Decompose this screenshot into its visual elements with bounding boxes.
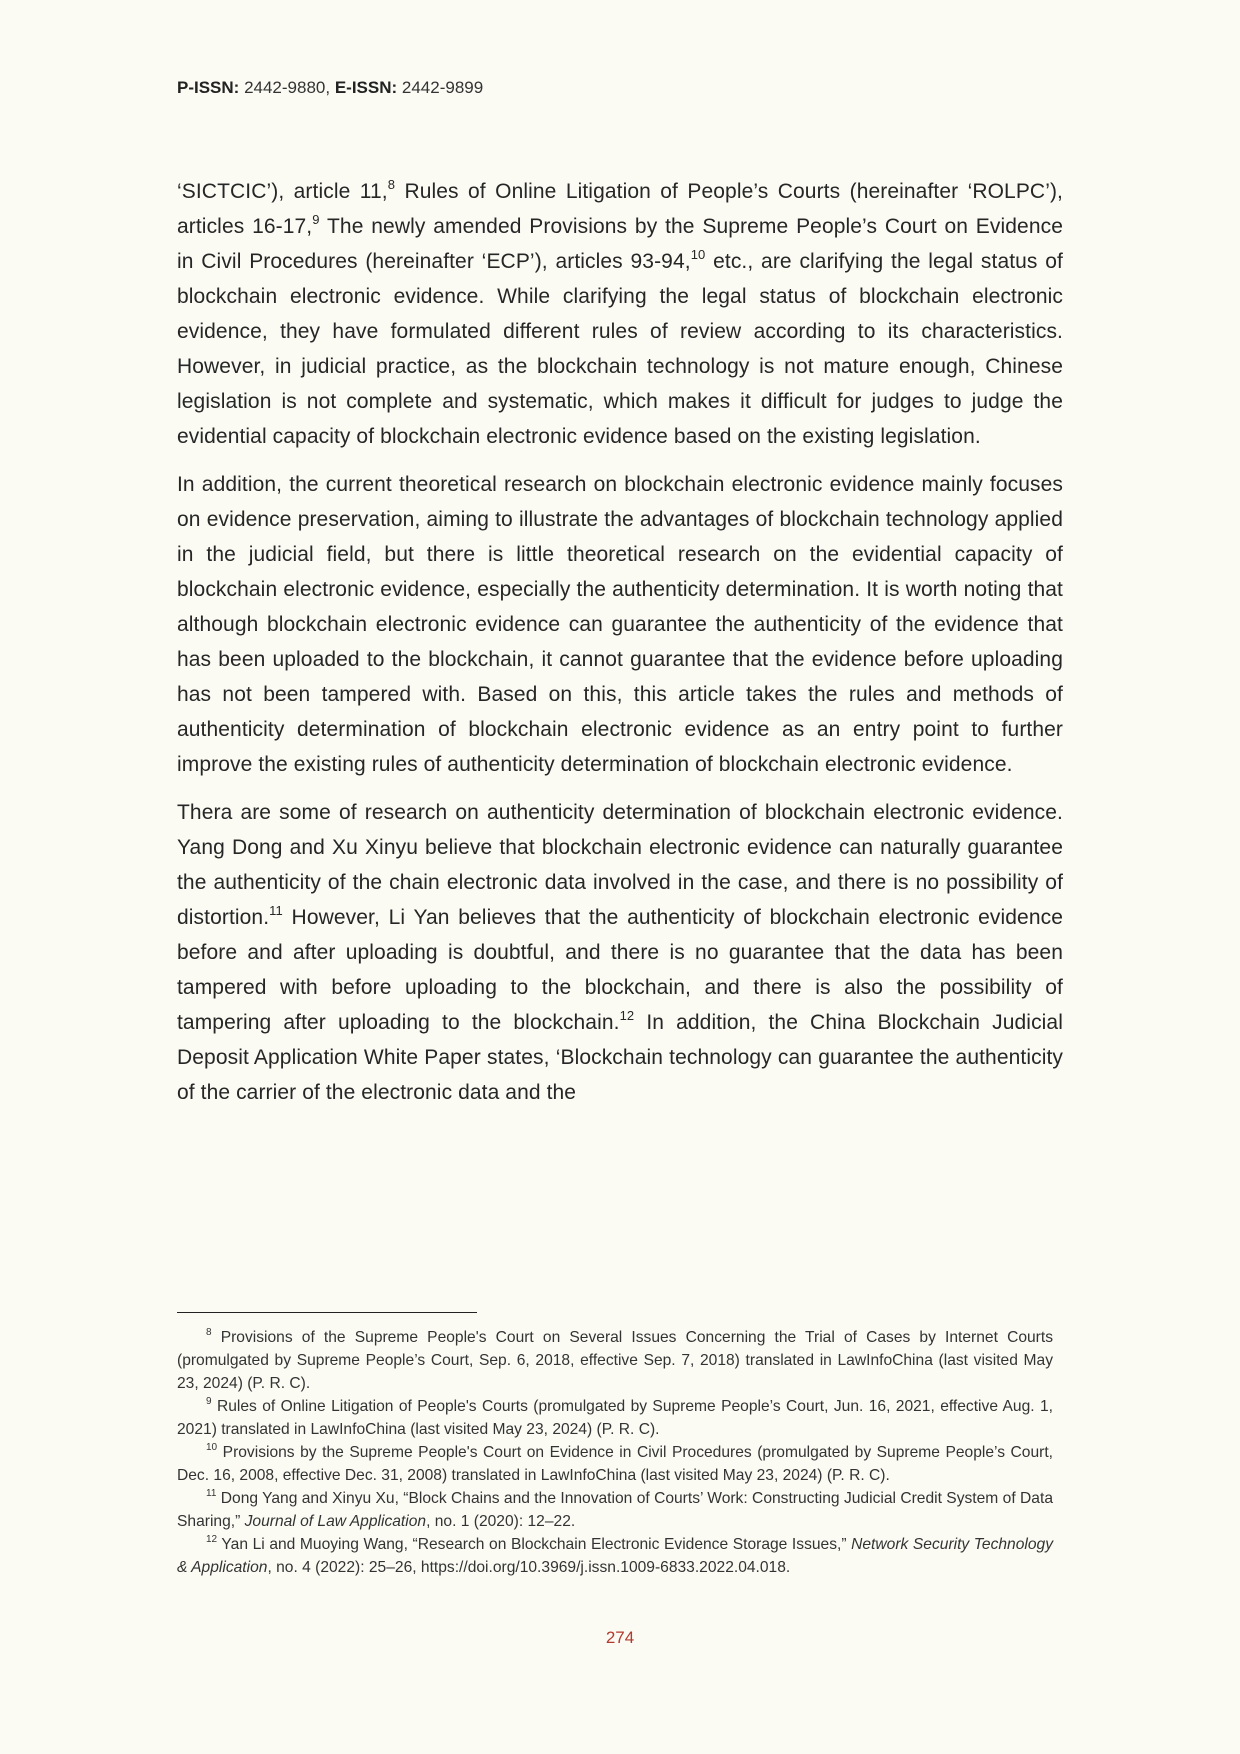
paragraph-1-part-c: The newly amended Provisions by the Supreme People’s Court on Evidence in Civil Procedures (hereinafter ‘ECP’), articles 93-94, [177,215,1063,273]
pissn-value: 2442-9880, [239,78,335,97]
footnote-ref-11[interactable]: 11 [269,903,283,918]
journal-issn-header [177,78,483,98]
footnote-12-journal: Network Security Technology & Application [177,1536,1053,1576]
paragraph-3 [177,795,1063,1110]
footnote-11-number: 11 [206,1487,217,1499]
pissn-label: P-ISSN: [177,78,240,97]
footnote-11 [177,1487,1053,1533]
footnote-10 [177,1441,1053,1487]
footnote-9-number: 9 [206,1395,212,1407]
footnote-11-text-b: , no. 1 (2020): 12–22. [426,1513,576,1530]
footnote-12-number: 12 [206,1533,218,1545]
eissn-value: 2442-9899 [397,78,484,97]
paragraph-1-part-a: ‘SICTCIC’), article 11, [177,180,388,203]
footnote-8 [177,1326,1053,1395]
footnote-12 [177,1533,1053,1579]
footnote-8-number: 8 [206,1326,212,1338]
footnote-ref-9[interactable]: 9 [312,212,320,227]
footnote-separator [177,1312,477,1313]
footnote-10-number: 10 [206,1441,218,1453]
footnote-11-text-a: Dong Yang and Xinyu Xu, “Block Chains and the Innovation of Courts’ Work: Constructing Judicial Credit System of Data Sharing,” [177,1490,1053,1530]
paragraph-2: In addition, the current theoretical research on blockchain electronic evidence mainly focuses on evidence preservation, aiming to illustrate the advantages of blockchain technology applied in the judicial field, but there is little theoretical research on the evidential capacity of blockchain electronic evidence, especially the authenticity determination. It is worth noting that although blockchain electronic evidence can guarantee the authenticity of the evidence that has been uploaded to the blockchain, it cannot guarantee that the evidence before uploading has not been tampered with. Based on this, this article takes the rules and methods of authenticity determination of blockchain electronic evidence as an entry point to further improve the existing rules of authenticity determination of blockchain electronic evidence. [177,473,1063,776]
paragraph-1-part-b: Rules of Online Litigation of People’s Courts (hereinafter ‘ROLPC’), articles 16-17, [177,180,1063,238]
paragraph-1 [177,174,1063,454]
main-body-text [177,174,1063,1123]
footnote-11-journal: Journal of Law Application [244,1513,427,1530]
paragraph-3-part-b: However, Li Yan believes that the authenticity of blockchain electronic evidence before and after uploading is doubtful, and there is no guarantee that the data has been tampered with before uploading to the blockchain, and there is also the possibility of tampering after uploading to the blockchain. [177,906,1063,1034]
footnote-10-text: Provisions by the Supreme People's Court on Evidence in Civil Procedures (promulgated by Supreme People’s Court, Dec. 16, 2008, effective Dec. 31, 2008) translated in LawInfoChina (last visited May 23, 2024) (P. R. C). [177,1444,1053,1484]
footnote-9 [177,1395,1053,1441]
eissn-label: E-ISSN: [334,78,398,97]
footnote-9-text: Rules of Online Litigation of People's Courts (promulgated by Supreme People’s Court, Jun. 16, 2021, effective Aug. 1, 2021) translated in LawInfoChina (last visited May 23, 2024) (P. R. C). [177,1398,1053,1438]
paragraph-1-part-d: etc., are clarifying the legal status of blockchain electronic evidence. While clarifying the legal status of blockchain electronic evidence, they have formulated different rules of review according to its characteristics. However, in judicial practice, as the blockchain technology is not mature enough, Chinese legislation is not complete and systematic, which makes it difficult for judges to judge the evidential capacity of blockchain electronic evidence based on the existing legislation. [177,250,1063,448]
footnote-12-text-b[interactable]: , no. 4 (2022): 25–26, https://doi.org/10.3969/j.issn.1009-6833.2022.04.018. [267,1559,791,1576]
footnotes-section [177,1326,1053,1579]
footnote-ref-12[interactable]: 12 [619,1008,635,1023]
footnote-8-text: Provisions of the Supreme People's Court on Several Issues Concerning the Trial of Cases by Internet Courts (promulgated by Supreme People’s Court, Sep. 6, 2018, effective Sep. 7, 2018) translated in LawInfoChina (last visited May 23, 2024) (P. R. C). [177,1329,1053,1392]
footnote-ref-8[interactable]: 8 [387,177,396,192]
footnote-ref-10[interactable]: 10 [690,247,706,262]
page-number: 274 [605,1628,635,1647]
paragraph-3-part-c: In addition, the China Blockchain Judicial Deposit Application White Paper states, ‘Blockchain technology can guarantee the authenticity of the carrier of the electronic data and the [177,1011,1063,1104]
paragraph-3-part-a: Thera are some of research on authenticity determination of blockchain electronic evidence. Yang Dong and Xu Xinyu believe that blockchain electronic evidence can naturally guarantee the authenticity of the chain electronic data involved in the case, and there is no possibility of distortion. [177,801,1063,929]
footnote-12-text-a: Yan Li and Muoying Wang, “Research on Blockchain Electronic Evidence Storage Issues,” [217,1536,852,1553]
